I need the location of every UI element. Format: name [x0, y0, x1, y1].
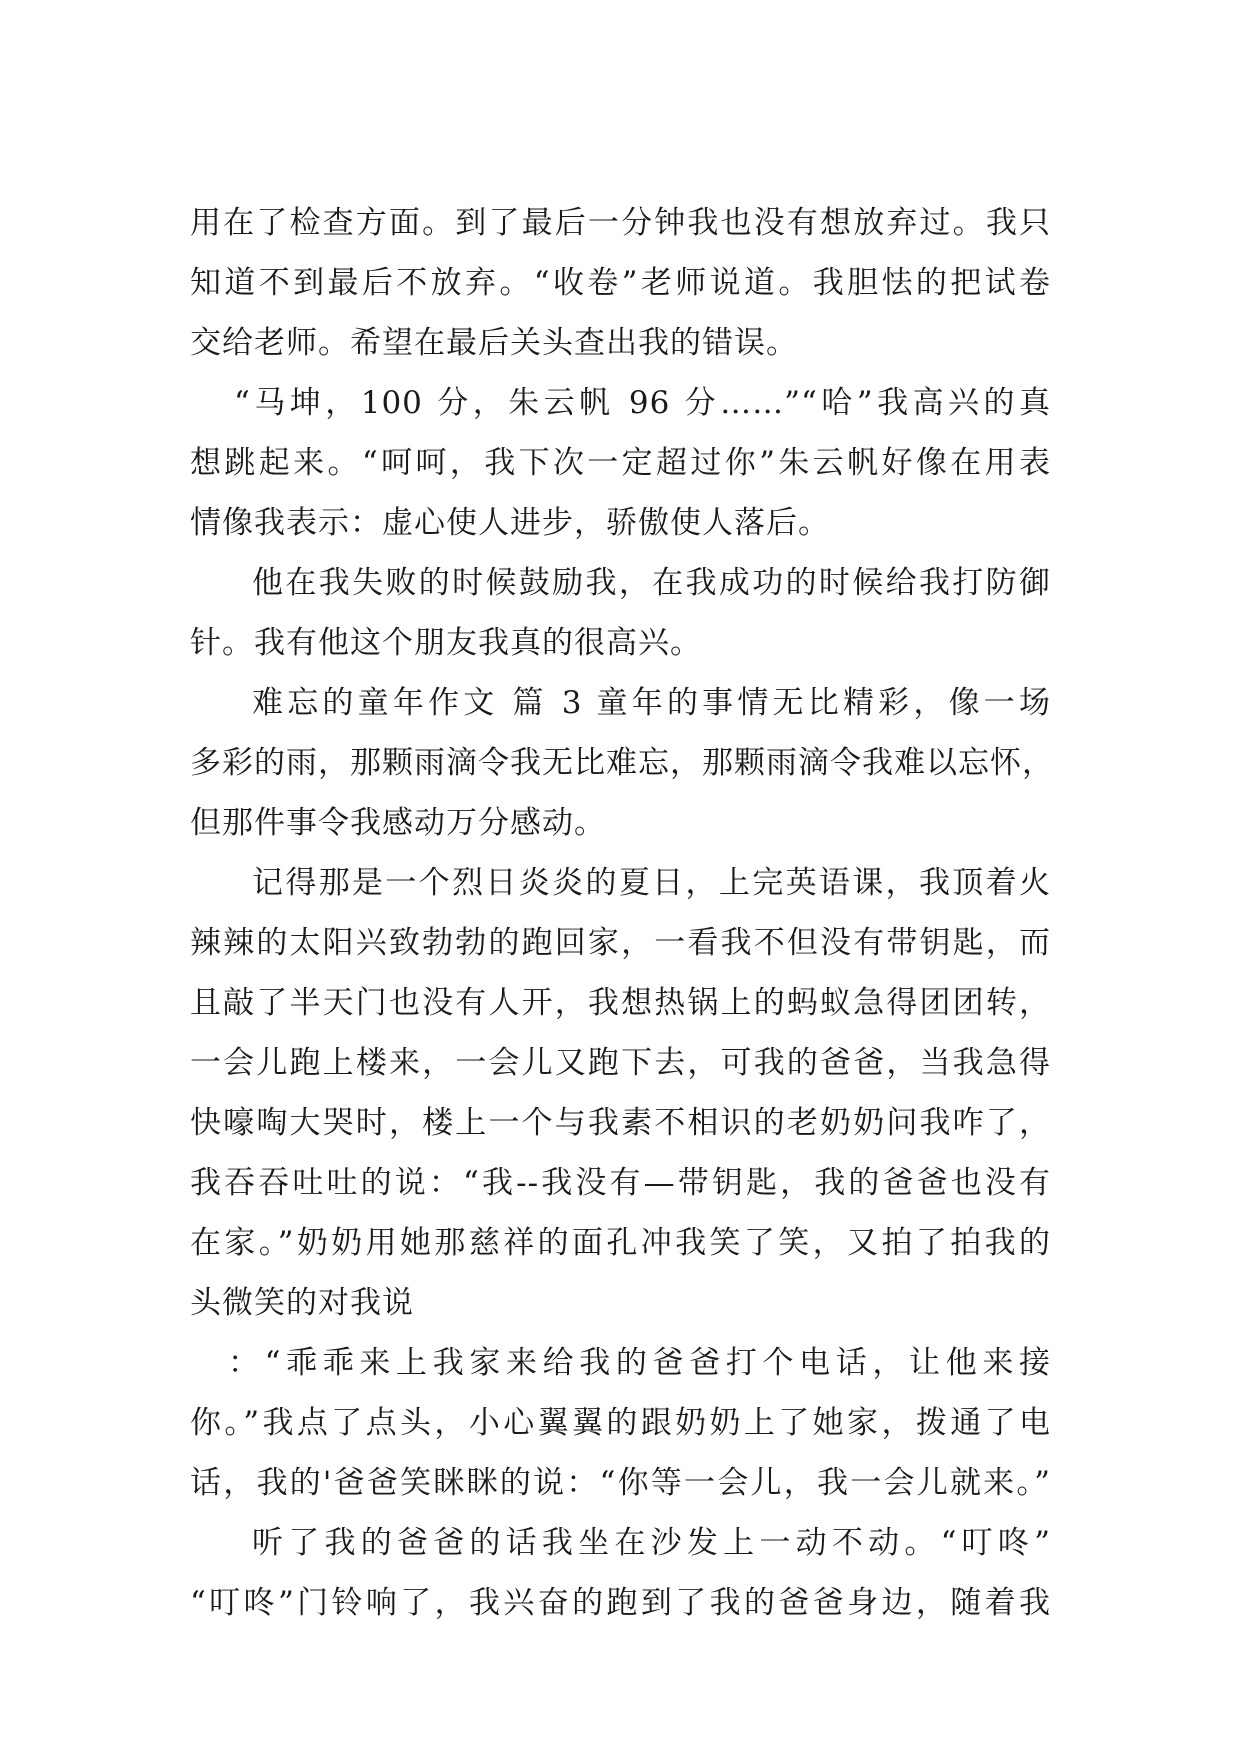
text-line: 我吞吞吐吐的说：“我--我没有—带钥匙，我的爸爸也没有 [190, 1165, 1051, 1201]
text-line: 情像我表示：虚心使人进步，骄傲使人落后。 [190, 505, 830, 541]
text-line: 一会儿跑上楼来，一会儿又跑下去，可我的爸爸，当我急得 [190, 1045, 1051, 1081]
text-line: 话，我的'爸爸笑眯眯的说：“你等一会儿，我一会儿就来。” [190, 1465, 1051, 1501]
text-line: 多彩的雨，那颗雨滴令我无比难忘，那颗雨滴令我难以忘怀， [190, 745, 1054, 781]
text-line: 想跳起来。“呵呵，我下次一定超过你”朱云帆好像在用表 [190, 445, 1051, 481]
essay-text [190, 193, 1054, 1633]
text-line: 知道不到最后不放弃。“收卷”老师说道。我胆怯的把试卷 [190, 265, 1051, 301]
text-line: 记得那是一个烈日炎炎的夏日，上完英语课，我顶着火 [252, 865, 1051, 901]
text-line: 用在了检查方面。到了最后一分钟我也没有想放弃过。我只 [190, 205, 1051, 241]
text-line: “马坤，100 分，朱云帆 96 分……”“哈”我高兴的真 [234, 385, 1051, 421]
text-line: 在家。”奶奶用她那慈祥的面孔冲我笑了笑，又拍了拍我的 [190, 1225, 1051, 1261]
text-line: 快嚎啕大哭时，楼上一个与我素不相识的老奶奶问我咋了， [190, 1105, 1051, 1141]
text-line: “叮咚”门铃响了，我兴奋的跑到了我的爸爸身边，随着我 [190, 1585, 1051, 1621]
text-line: ：“乖乖来上我家来给我的爸爸打个电话，让他来接 [228, 1345, 1051, 1381]
text-line: 他在我失败的时候鼓励我，在我成功的时候给我打防御 [252, 565, 1051, 601]
text-line: 你。”我点了点头，小心翼翼的跟奶奶上了她家，拨通了电 [190, 1405, 1051, 1441]
text-line: 难忘的童年作文 篇 3 童年的事情无比精彩，像一场 [252, 685, 1051, 721]
text-line: 辣辣的太阳兴致勃勃的跑回家，一看我不但没有带钥匙，而 [190, 925, 1051, 961]
text-line: 头微笑的对我说 [190, 1285, 414, 1321]
text-line: 且敲了半天门也没有人开，我想热锅上的蚂蚁急得团团转， [190, 985, 1051, 1021]
text-line: 但那件事令我感动万分感动。 [190, 805, 606, 841]
text-line: 针。我有他这个朋友我真的很高兴。 [190, 625, 702, 661]
text-line: 听了我的爸爸的话我坐在沙发上一动不动。“叮咚” [252, 1525, 1051, 1561]
text-line: 交给老师。希望在最后关头查出我的错误。 [190, 325, 798, 361]
